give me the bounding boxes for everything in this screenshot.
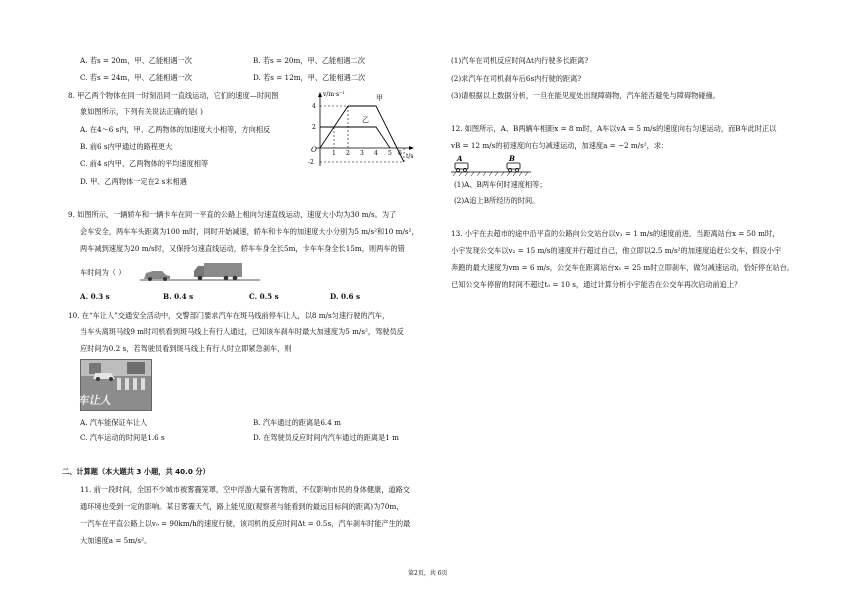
q11-part2: (2)求汽车在司机刹车后6s内行驶的距离? bbox=[451, 74, 582, 83]
truck-wheel-front bbox=[198, 276, 203, 281]
truck-cargo bbox=[204, 263, 242, 277]
crosswalk-stripe bbox=[125, 378, 129, 390]
x-tick-3: 3 bbox=[360, 150, 364, 157]
q12-cars-diagram bbox=[451, 154, 531, 178]
x-axis-arrow bbox=[409, 146, 414, 150]
q7-option-b: B. 若s = 20m，甲、乙能相遇二次 bbox=[253, 56, 365, 65]
q11-part1: (1)汽车在司机反应时间Δt内行驶多长距离? bbox=[451, 56, 589, 65]
q10-option-d: D. 在驾驶员反应时间内汽车通过的距离是1 m bbox=[253, 433, 399, 442]
crosswalk-stripe bbox=[133, 378, 137, 390]
q13-line1: 13. 小宇在去超市的途中沿平直的公路向公交站台以v₁ = 1 m/s的速度前进，当距离站台x = 50 m时， bbox=[451, 229, 780, 238]
x-tick-6: 6 bbox=[398, 150, 402, 157]
q8-vt-graph bbox=[306, 88, 418, 170]
q9-option-a: A. 0.3 s bbox=[80, 292, 110, 301]
truck-wheel-mid bbox=[224, 276, 229, 281]
q12-part1: (1)A、B两车何时速度相等； bbox=[454, 180, 547, 189]
car-b-body bbox=[507, 163, 520, 169]
section-title-calculation: 二、计算题（本大题共 3 小题，共 40.0 分） bbox=[62, 467, 210, 476]
q10-option-c: C. 汽车运动的时间是1.6 s bbox=[80, 433, 165, 442]
ground-hatching bbox=[453, 172, 528, 176]
x-tick-1: 1 bbox=[332, 150, 336, 157]
crosswalk-stripe bbox=[141, 378, 145, 390]
q11-line2: 通环境也受到一定的影响。某日雾霾天气，路上能见度(观察者与能看到的最远目标间的距离)为70m， bbox=[80, 502, 404, 511]
q8-option-c: C. 前4 s内甲、乙两物体的平均速度相等 bbox=[80, 159, 209, 168]
series-jia-label: 甲 bbox=[376, 94, 383, 102]
car-wheel-front bbox=[148, 277, 152, 281]
series-yi-label: 乙 bbox=[362, 116, 369, 124]
y-tick-neg2: -2 bbox=[308, 159, 314, 166]
q9-line1: 9. 如图所示，一辆轿车和一辆卡车在同一平直的公路上相向匀速直线运动，速度大小均为30 m/s。为了 bbox=[68, 210, 397, 219]
q10-line1: 10. 在“车让人”交通安全活动中，交警部门要求汽车在斑马线前停车让人，以8 m/s匀速行驶的汽车， bbox=[68, 311, 390, 320]
q12-line1: 12. 如图所示，A、B两辆车相距x = 8 m时，A车以vA = 5 m/s的速度向右匀速运动，而B车此时正以 bbox=[451, 124, 777, 133]
q12-part2: (2)A追上B所经历的时间。 bbox=[454, 196, 540, 205]
q7-option-a: A. 若s = 20m，甲、乙能相遇一次 bbox=[80, 56, 192, 65]
q13-line2: 小宇发现公交车以v₂ = 15 m/s的速度并行超过自己，他立即以2.5 m/s²的加速度追赶公交车，假设小宇 bbox=[451, 246, 782, 255]
x-tick-4: 4 bbox=[374, 150, 378, 157]
truck-cab bbox=[194, 266, 204, 277]
q8-option-a: A. 在4～6 s内，甲、乙两物体的加速度大小相等，方向相反 bbox=[80, 125, 271, 134]
y-tick-4: 4 bbox=[312, 103, 316, 110]
q9-option-b: B. 0.4 s bbox=[163, 292, 194, 301]
truck-wheel-rear bbox=[233, 276, 238, 281]
car-a-label: A bbox=[457, 154, 463, 163]
x-tick-5: 5 bbox=[388, 150, 392, 157]
y-tick-2: 2 bbox=[312, 124, 316, 131]
origin-label: O bbox=[311, 146, 317, 154]
q13-line3: 奔跑的最大速度为vm = 6 m/s，公交车在距离站台x₁ = 25 m时立即刹车，做匀减速运动，恰好停在站台。 bbox=[451, 263, 794, 272]
q7-option-c: C. 若s = 24m，甲、乙能相遇一次 bbox=[80, 73, 192, 82]
series-yi-line bbox=[320, 127, 390, 148]
q10-option-b: B. 汽车通过的距离是6.4 m bbox=[253, 418, 341, 427]
q9-line3: 两车减到速度为20 m/s时，又保持匀速直线运动，轿车车身全长5m，卡车车身全长15m，则两车的错 bbox=[80, 244, 405, 253]
q8-option-b: B. 前6 s内甲通过的路程更大 bbox=[80, 142, 173, 151]
q9-line4: 车时间为（ ） bbox=[80, 268, 126, 277]
q11-line1: 11. 前一段时间，全国不少城市被雾霾笼罩，空中浮游大量有害物质，不仅影响市民的身体健康，道路交 bbox=[80, 485, 410, 494]
crosswalk-stripe bbox=[117, 378, 121, 390]
q10-line2: 当车头离斑马线9 m时司机看到斑马线上有行人通过，已知该车刹车时最大加速度为5 m/s²，驾驶员反 bbox=[80, 327, 404, 336]
q11-line4: 大加速度a = 5m/s²。 bbox=[80, 536, 152, 545]
road-marking-text: 车让人 bbox=[77, 394, 113, 407]
q7-option-d: D. 若s = 12m，甲、乙能相遇二次 bbox=[253, 73, 366, 82]
q12-line2: vB = 12 m/s的初速度向右匀减速运动，加速度a = −2 m/s²，求： bbox=[451, 141, 669, 150]
q13-line4: 已知公交车停留的时间不超过t₀ = 10 s，通过计算分析小宇能否在公交车再次启动前追上？ bbox=[451, 280, 742, 289]
x-axis-label: t/s bbox=[406, 153, 414, 160]
q10-line3: 应时间为0.2 s，若驾驶员看到斑马线上有行人时立即紧急刹车，则 bbox=[80, 344, 292, 353]
q8-stem-line2: 象如图所示，下列有关说法正确的是( ) bbox=[80, 107, 203, 116]
y-axis-label: v/m·s⁻¹ bbox=[323, 91, 345, 98]
y-axis-arrow bbox=[318, 92, 322, 97]
q10-crosswalk-photo bbox=[77, 359, 152, 411]
q11-line3: 一汽车在平直公路上以v₀ = 90km/h的速度行驶，该司机的反应时间Δt = 0.5s，汽车刹车时能产生的最 bbox=[80, 519, 411, 528]
q9-option-c: C. 0.5 s bbox=[249, 292, 279, 301]
q9-line2: 会车安全，两车车头距离为100 m时，同时开始减速，轿车和卡车的加速度大小分别为5 m/s²和10 m/s²， bbox=[80, 227, 419, 236]
q8-stem-line1: 8. 甲乙两个物体在同一时刻沿同一直线运动，它们的速度—时间图 bbox=[68, 91, 279, 100]
car-a-body bbox=[455, 163, 468, 169]
q11-part3: (3)请根据以上数据分析，一旦在能见度处出现障碍物，汽车能否避免与障碍物碰撞。 bbox=[451, 91, 720, 100]
page-number-footer: 第2页，共 6页 bbox=[408, 570, 448, 577]
car-b-label: B bbox=[509, 154, 515, 163]
q9-option-d: D. 0.6 s bbox=[330, 292, 361, 301]
q10-option-a: A. 汽车能保证车让人 bbox=[80, 418, 148, 427]
q8-option-d: D. 甲、乙两物体一定在2 s末相遇 bbox=[80, 177, 187, 186]
car-wheel-rear bbox=[163, 277, 167, 281]
q9-car-truck-illustration bbox=[140, 257, 260, 283]
x-tick-2: 2 bbox=[346, 150, 350, 157]
